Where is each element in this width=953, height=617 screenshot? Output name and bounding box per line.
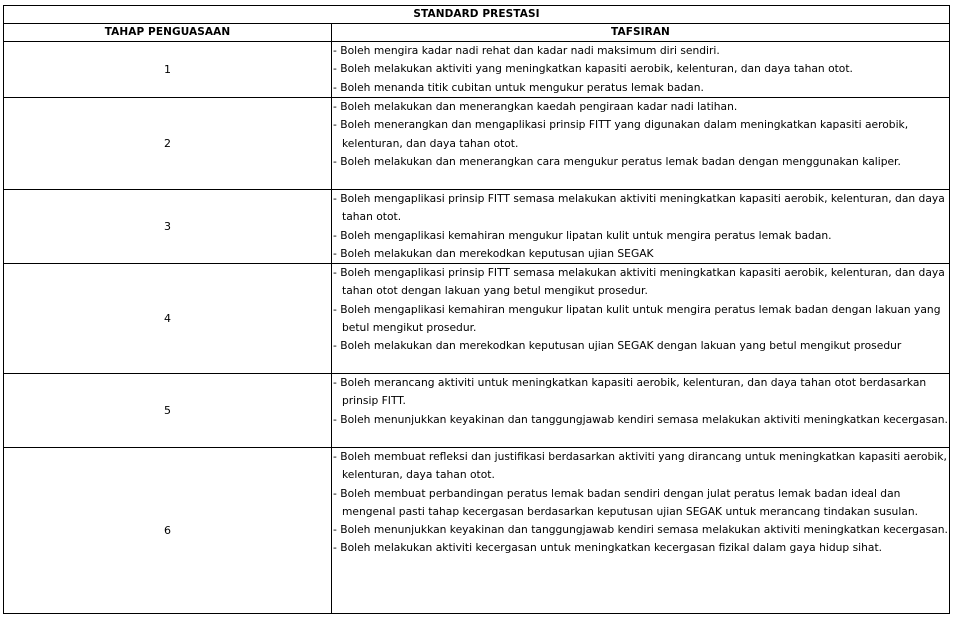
level-cell: 6 <box>4 448 332 614</box>
table-title: STANDARD PRESTASI <box>4 6 950 24</box>
description-cell <box>332 98 950 190</box>
description-item: - Boleh menunjukkan keyakinan dan tanggungjawab kendiri semasa melakukan aktiviti meningkatkan kecergasan. <box>333 523 948 536</box>
description-cell <box>332 190 950 264</box>
table-row <box>4 42 950 98</box>
description-cell <box>332 374 950 448</box>
header-row <box>4 24 950 42</box>
description-item: - Boleh membuat refleksi dan justifikasi berdasarkan aktiviti yang dirancang untuk meningkatkan kapasiti aerobik, kelenturan, daya tahan otot. <box>333 450 947 482</box>
table-row <box>4 190 950 264</box>
description-item: - Boleh mengaplikasi prinsip FITT semasa melakukan aktiviti meningkatkan kapasiti aerobik, kelenturan, dan daya tahan otot dengan lakuan yang betul mengikut prosedur. <box>333 266 945 298</box>
description-item: - Boleh melakukan dan menerangkan cara mengukur peratus lemak badan dengan menggunakan kaliper. <box>333 154 901 168</box>
description-cell <box>332 42 950 98</box>
column-header-level: TAHAP PENGUASAAN <box>4 24 332 42</box>
description-item: - Boleh mengaplikasi kemahiran mengukur lipatan kulit untuk mengira peratus lemak badan dengan lakuan yang betul mengikut prosedur. <box>333 302 941 334</box>
description-item: - Boleh mengaplikasi kemahiran mengukur lipatan kulit untuk mengira peratus lemak badan. <box>333 228 832 242</box>
performance-standard-table <box>3 5 950 614</box>
description-cell <box>332 448 950 614</box>
description-item: - Boleh melakukan dan merekodkan keputusan ujian SEGAK <box>333 246 654 260</box>
description-item: - Boleh mengira kadar nadi rehat dan kadar nadi maksimum diri sendiri. <box>333 44 720 57</box>
level-cell: 3 <box>4 190 332 264</box>
description-item: - Boleh menanda titik cubitan untuk mengukur peratus lemak badan. <box>333 80 704 94</box>
title-row <box>4 6 950 24</box>
description-item: - Boleh melakukan dan merekodkan keputusan ujian SEGAK dengan lakuan yang betul mengikut prosedur <box>333 339 902 352</box>
description-item: - Boleh menerangkan dan mengaplikasi prinsip FITT yang digunakan dalam meningkatkan kapasiti aerobik, kelenturan, dan daya tahan otot. <box>333 118 909 150</box>
description-item: - Boleh mengaplikasi prinsip FITT semasa melakukan aktiviti meningkatkan kapasiti aerobik, kelenturan, dan daya tahan otot. <box>333 192 945 224</box>
description-item: - Boleh merancang aktiviti untuk meningkatkan kapasiti aerobik, kelenturan, dan daya tahan otot berdasarkan prinsip FITT. <box>333 376 927 408</box>
column-header-description: TAFSIRAN <box>332 24 950 42</box>
description-item: - Boleh melakukan dan menerangkan kaedah pengiraan kadar nadi latihan. <box>333 100 738 113</box>
table-row <box>4 374 950 448</box>
description-cell <box>332 264 950 374</box>
table-row <box>4 264 950 374</box>
description-item: - Boleh menunjukkan keyakinan dan tanggungjawab kendiri semasa melakukan aktiviti meningkatkan kecergasan. <box>333 412 948 426</box>
description-item: - Boleh membuat perbandingan peratus lemak badan sendiri dengan julat peratus lemak badan ideal dan mengenal pasti tahap kecergasan berdasarkan keputusan ujian SEGAK untuk merancang tindakan susulan. <box>333 486 919 518</box>
description-item: - Boleh melakukan aktiviti kecergasan untuk meningkatkan kecergasan fizikal dalam gaya hidup sihat. <box>333 541 883 555</box>
table-row <box>4 448 950 614</box>
table-row <box>4 98 950 190</box>
level-cell: 2 <box>4 98 332 190</box>
description-item: - Boleh melakukan aktiviti yang meningkatkan kapasiti aerobik, kelenturan, dan daya tahan otot. <box>333 62 853 76</box>
level-cell: 1 <box>4 42 332 98</box>
level-cell: 5 <box>4 374 332 448</box>
level-cell: 4 <box>4 264 332 374</box>
